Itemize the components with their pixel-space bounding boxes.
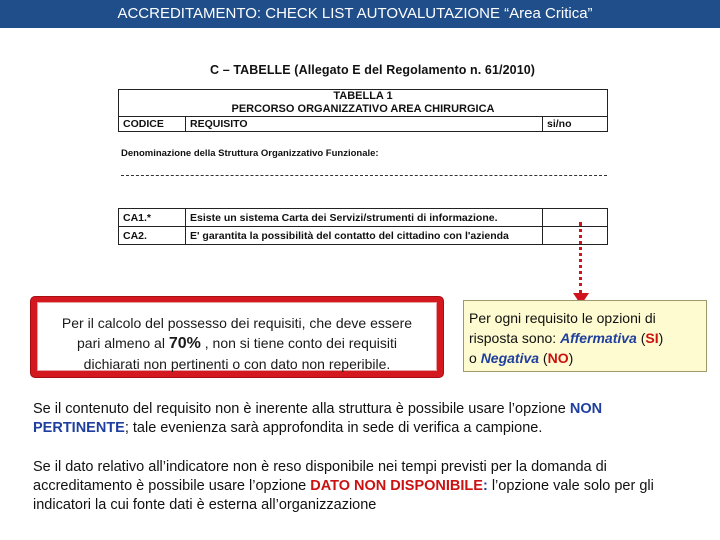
- dashed-divider: [121, 175, 607, 176]
- table-title: TABELLA 1: [333, 90, 393, 102]
- answer-options-line: Per ogni requisito le opzioni di: [469, 310, 656, 326]
- keyword-pertinente: PERTINENTE: [33, 420, 125, 436]
- slide-title: ACCREDITAMENTO: CHECK LIST AUTOVALUTAZIONE “Area Critica”: [117, 5, 593, 22]
- option-no: NO: [547, 350, 569, 366]
- row-code: CA1.*: [119, 209, 186, 227]
- answer-options-text: [469, 308, 663, 368]
- threshold-note-pre: pari almeno al: [77, 335, 169, 351]
- threshold-note-line: dichiarati non pertinenti o con dato non reperibile.: [83, 356, 391, 372]
- requirements-header-table: [118, 89, 608, 132]
- answer-options-pre: o: [469, 350, 481, 366]
- paragraph-text: Se il dato relativo all’indicatore non è reso disponibile nei tempi previsti per la domanda di accreditamento è possibile usare l’opzione: [33, 459, 607, 494]
- dotted-arrow-line: [579, 222, 582, 294]
- keyword-non: NON: [569, 401, 603, 417]
- column-header-code: CODICE: [119, 117, 186, 132]
- threshold-note-box: [30, 296, 444, 378]
- option-affermativa: Affermativa: [560, 330, 637, 346]
- threshold-note-line: Per il calcolo del possesso dei requisiti, che deve essere: [61, 315, 413, 331]
- answer-options-pre: risposta sono:: [469, 330, 561, 346]
- document-excerpt: [110, 56, 630, 261]
- paragraph-text: Se il contenuto del requisito non è inerente alla struttura è possibile usare l’opzione: [33, 401, 570, 417]
- table-row: [119, 227, 608, 245]
- structure-denomination-label: Denominazione della Struttura Organizzativo Funzionale:: [121, 148, 379, 159]
- paragraph-text: ; tale evenienza sarà approfondita in sede di verifica a campione.: [124, 420, 543, 436]
- threshold-note-text: [38, 313, 436, 374]
- row-requirement: E' garantita la possibilità del contatto del cittadino con l'azienda: [186, 227, 543, 245]
- row-requirement: Esiste un sistema Carta dei Servizi/strumenti di informazione.: [186, 209, 543, 227]
- table-title-cell: [119, 90, 608, 117]
- answer-options-note: [463, 300, 707, 372]
- column-header-requirement: REQUISITO: [186, 117, 543, 132]
- keyword-dato-non-disponibile: DATO NON DISPONIBILE: [310, 478, 483, 494]
- answer-options-line: risposta sono: Affermativa (SI): [469, 330, 664, 346]
- keyword-colon: :: [482, 478, 488, 494]
- table-row: [119, 209, 608, 227]
- dato-non-disponibile-paragraph: [33, 458, 693, 515]
- threshold-note-post: , non si tiene conto dei requisiti: [200, 335, 397, 351]
- table-subtitle: PERCORSO ORGANIZZATIVO AREA CHIRURGICA: [231, 103, 495, 115]
- row-answer-cell: [543, 227, 608, 245]
- option-negativa: Negativa: [480, 350, 540, 366]
- option-si: SI: [645, 330, 659, 346]
- document-heading: C – TABELLE (Allegato E del Regolamento n. 61/2010): [210, 63, 536, 77]
- row-answer-cell: [543, 209, 608, 227]
- threshold-note-line: [38, 333, 436, 354]
- slide-title-bar: [0, 0, 720, 28]
- paragraph-text: l’opzione vale solo per gli indicatori la cui fonte dati è esterna all’organizzazione: [33, 478, 654, 513]
- non-pertinente-paragraph: [33, 400, 693, 438]
- requirements-table: [118, 208, 608, 245]
- threshold-percent: 70%: [168, 335, 201, 352]
- answer-options-line: o Negativa (NO): [469, 350, 574, 366]
- threshold-note-inner: [37, 302, 437, 371]
- row-code: CA2.: [119, 227, 186, 245]
- column-header-yes-no: si/no: [543, 117, 608, 132]
